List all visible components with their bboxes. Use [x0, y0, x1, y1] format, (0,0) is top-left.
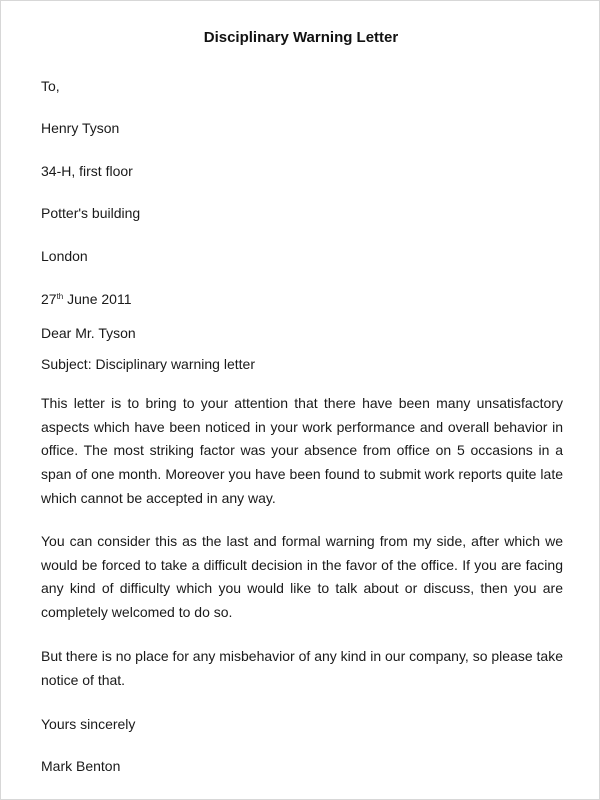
recipient-name: Henry Tyson — [41, 120, 120, 136]
salutation-to: To, — [41, 78, 60, 94]
sender-name: Mark Benton — [41, 758, 121, 774]
closing: Yours sincerely — [41, 716, 136, 732]
letter-date — [41, 290, 132, 311]
recipient-city: London — [41, 248, 88, 264]
recipient-address-line1: 34-H, first floor — [41, 163, 133, 179]
date-day: 27 — [41, 291, 57, 307]
date-suffix: th — [56, 292, 64, 301]
body-paragraph-3: But there is no place for any misbehavior of any kind in our company, so please take notice of that. — [41, 648, 563, 688]
body-paragraph-1: This letter is to bring to your attention that there have been many unsatisfactory aspects which have been noticed in your work performance and overall behavior in office. The most striking factor was your absence from office on 5 occasions in a span of one month. Moreover you have been found to submit work reports quite late which cannot be accepted in any way. — [41, 395, 563, 506]
subject-line: Subject: Disciplinary warning letter — [41, 356, 255, 372]
letter-title: Disciplinary Warning Letter — [203, 29, 399, 46]
body-paragraph-2: You can consider this as the last and formal warning from my side, after which we would be forced to take a difficult decision in the favor of the office. If you are facing any kind of difficulty which you would like to talk about or discuss, then you are completely welcomed to do so. — [41, 533, 563, 621]
recipient-address-line2: Potter's building — [41, 205, 141, 221]
date-rest: June 2011 — [63, 291, 132, 307]
greeting: Dear Mr. Tyson — [41, 325, 136, 341]
